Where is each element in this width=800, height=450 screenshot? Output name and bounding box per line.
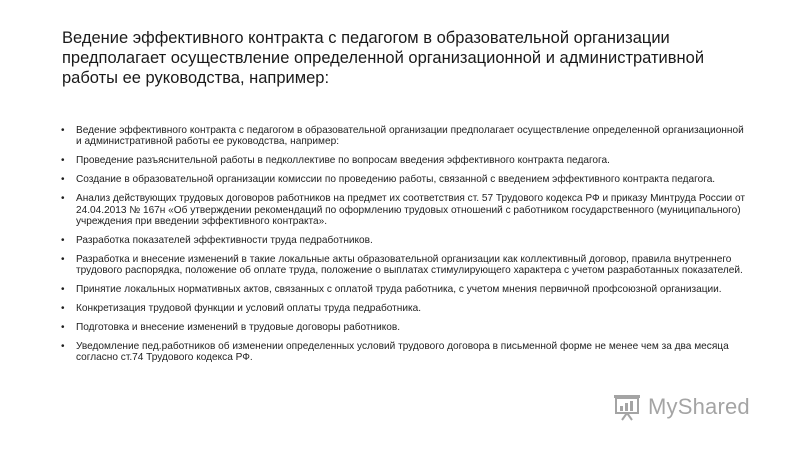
bullet-item xyxy=(62,235,752,246)
bullet-item xyxy=(62,254,752,277)
bullet-text: Подготовка и внесение изменений в трудовые договоры работников. xyxy=(76,321,401,333)
bullet-text: Анализ действующих трудовых договоров работников на предмет их соответствия ст. 57 Трудового кодекса РФ и приказу Минтруда России от 24.04.2013 № 167н «Об утверждении рекомендаций по оформлению трудовых отношений с работником государственного (муниципального) учреждения при введении эффективного контракта». xyxy=(76,193,745,227)
bullet-glyph: • xyxy=(61,125,65,136)
bullet-item xyxy=(62,155,752,166)
bullet-item xyxy=(62,125,752,148)
bullet-item xyxy=(62,341,752,364)
bullet-glyph: • xyxy=(61,155,65,167)
slide-title: Ведение эффективного контракта с педагогом в образовательной организации предполагает осуществление определенной организационной и административной работы ее руководства, например: xyxy=(62,29,705,87)
bullet-glyph: • xyxy=(61,174,65,186)
bullet-item xyxy=(62,322,752,333)
bullet-text: Ведение эффективного контракта с педагогом в образовательной организации предполагает осуществление определенной организационной и административной работы ее руководства, например: xyxy=(76,125,744,148)
bullet-glyph: • xyxy=(61,234,65,246)
bullet-glyph: • xyxy=(61,340,65,352)
bullet-text: Создание в образовательной организации комиссии по проведению работы, связанной с введением эффективного контракта педагога. xyxy=(76,174,716,186)
bullet-text: Проведение разъяснительной работы в педколлективе по вопросам введения эффективного контракта педагога. xyxy=(76,155,610,167)
bullet-item xyxy=(62,193,752,227)
myshared-watermark[interactable] xyxy=(612,392,750,422)
bullet-glyph: • xyxy=(61,302,65,314)
bullet-text: Принятие локальных нормативных актов, связанных с оплатой труда работника, с учетом мнения первичной профсоюзной организации. xyxy=(76,284,722,296)
bullet-glyph: • xyxy=(61,193,65,205)
bullet-text: Разработка и внесение изменений в такие локальные акты образовательной организации как коллективный договор, правила внутреннего трудового распорядка, положение об оплате труда, положение о выплатах стимулирующего характера с учетом разработанных показателей. xyxy=(76,253,743,277)
bullet-glyph: • xyxy=(61,253,65,265)
bullet-list xyxy=(62,125,752,371)
bullet-text: Уведомление пед.работников об изменении определенных условий трудового договора в письменной форме не менее чем за два месяца согласно ст.74 Трудового кодекса РФ. xyxy=(76,340,729,364)
bullet-item xyxy=(62,284,752,295)
bullet-text: Конкретизация трудовой функции и условий оплаты труда педработника. xyxy=(76,302,422,314)
watermark-text: MyShared xyxy=(648,394,750,419)
bullet-text: Разработка показателей эффективности труда педработников. xyxy=(76,234,373,246)
bullet-item xyxy=(62,174,752,185)
bullet-item xyxy=(62,303,752,314)
presentation-board-icon xyxy=(612,392,642,422)
bullet-glyph: • xyxy=(61,284,65,296)
bullet-glyph: • xyxy=(61,321,65,333)
